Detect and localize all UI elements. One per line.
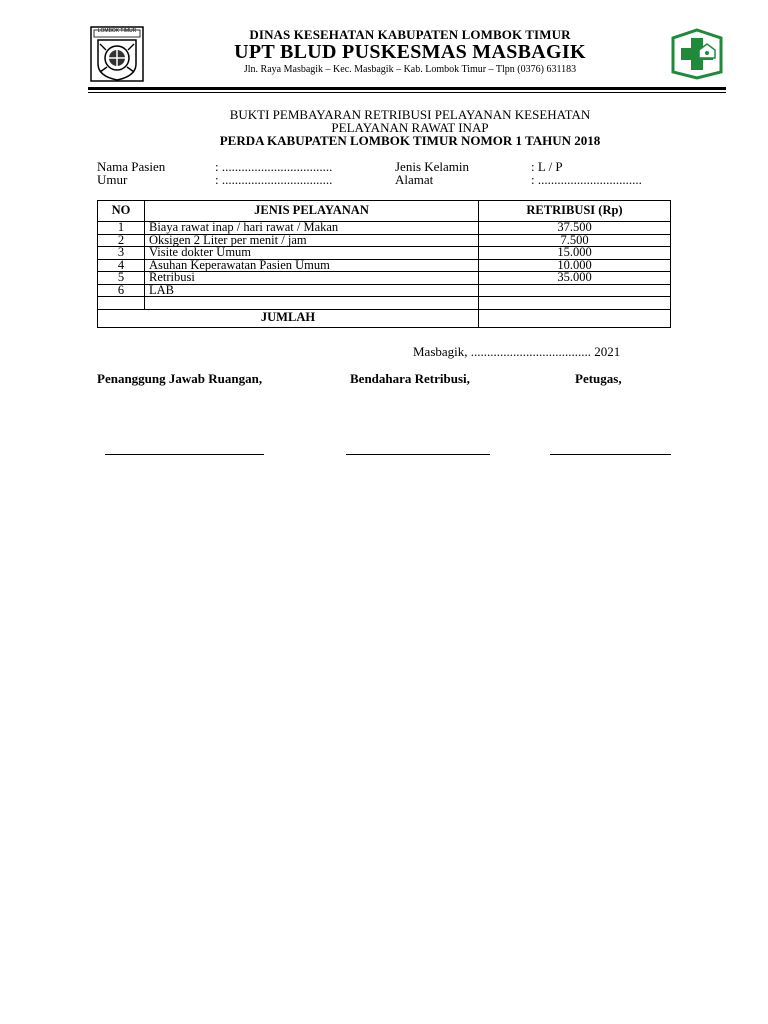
regency-emblem-icon <box>90 26 144 82</box>
row-amount: 7.500 <box>479 234 671 247</box>
row-no: 5 <box>98 272 145 285</box>
agency-name: DINAS KESEHATAN KABUPATEN LOMBOK TIMUR <box>249 27 571 42</box>
nama-pasien-label: Nama Pasien <box>97 159 166 174</box>
row-no <box>98 297 145 310</box>
total-row <box>98 309 671 327</box>
row-service: Retribusi <box>145 272 479 285</box>
total-label: JUMLAH <box>98 309 479 327</box>
nama-pasien-field[interactable]: : .................................. <box>215 159 333 174</box>
table-row <box>98 272 671 285</box>
jenis-kelamin-label: Jenis Kelamin <box>395 159 470 174</box>
puskesmas-cross-icon <box>669 28 725 80</box>
row-no: 1 <box>98 222 145 235</box>
signature-label-ruangan: Penanggung Jawab Ruangan, <box>97 371 263 386</box>
retribution-table <box>97 200 671 328</box>
row-service <box>145 297 479 310</box>
institution-name: UPT BLUD PUSKESMAS MASBAGIK <box>234 41 586 63</box>
row-amount: 37.500 <box>479 222 671 235</box>
header-jenis: JENIS PELAYANAN <box>145 201 479 222</box>
row-no: 6 <box>98 284 145 297</box>
row-amount <box>479 297 671 310</box>
left-logo-label: LOMBOK TIMUR <box>97 28 137 34</box>
row-amount: 35.000 <box>479 272 671 285</box>
document-subtitle: PELAYANAN RAWAT INAP <box>331 120 489 135</box>
total-value <box>479 309 671 327</box>
place-date: Masbagik, ..................................... 2021 <box>413 344 621 359</box>
table-row <box>98 284 671 297</box>
row-service: Biaya rawat inap / hari rawat / Makan <box>145 222 479 235</box>
signature-line-bendahara <box>346 454 490 455</box>
institution-address: Jln. Raya Masbagik – Kec. Masbagik – Kab. Lombok Timur – Tlpn (0376) 631183 <box>243 64 577 75</box>
header-retribusi: RETRIBUSI (Rp) <box>479 201 671 222</box>
document-title: BUKTI PEMBAYARAN RETRIBUSI PELAYANAN KESEHATAN <box>229 107 591 122</box>
signature-label-petugas: Petugas, <box>575 371 622 386</box>
row-amount: 15.000 <box>479 247 671 260</box>
signature-line-ruangan <box>105 454 264 455</box>
table-header-row <box>98 201 671 222</box>
row-amount <box>479 284 671 297</box>
table-row <box>98 297 671 310</box>
umur-field[interactable]: : .................................. <box>215 172 333 187</box>
row-amount: 10.000 <box>479 259 671 272</box>
row-no: 4 <box>98 259 145 272</box>
umur-label: Umur <box>97 172 128 187</box>
jenis-kelamin-field[interactable]: : L / P <box>531 159 563 174</box>
row-no: 2 <box>98 234 145 247</box>
row-service: Asuhan Keperawatan Pasien Umum <box>145 259 479 272</box>
row-no: 3 <box>98 247 145 260</box>
alamat-label: Alamat <box>395 172 434 187</box>
header-divider-thin <box>88 92 726 93</box>
signature-line-petugas <box>550 454 671 455</box>
header-divider-thick <box>88 87 726 90</box>
row-service: Visite dokter Umum <box>145 247 479 260</box>
signature-label-bendahara: Bendahara Retribusi, <box>350 371 470 386</box>
regulation-reference: PERDA KABUPATEN LOMBOK TIMUR NOMOR 1 TAHUN 2018 <box>219 133 601 148</box>
alamat-field[interactable]: : ................................ <box>531 172 642 187</box>
row-service: Oksigen 2 Liter per menit / jam <box>145 234 479 247</box>
header-no: NO <box>98 201 145 222</box>
row-service: LAB <box>145 284 479 297</box>
